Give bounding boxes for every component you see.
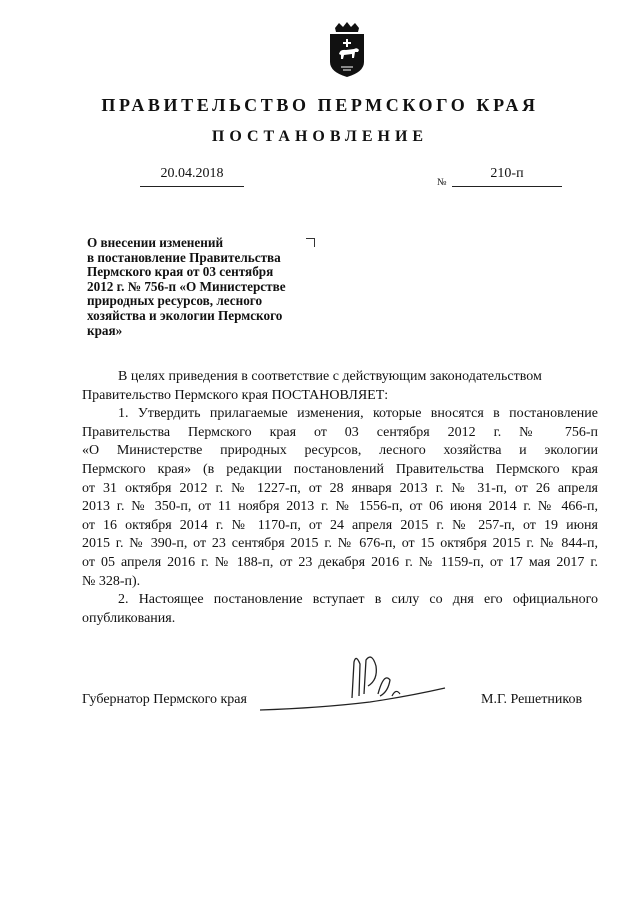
item1-line: от 16 октября 2014 г. № 1170-п, от 24 апреля 2015 г. № 257-п, от 19 июня [82,517,598,533]
item2-line: 2. Настоящее постановление вступает в силу со дня его официального [118,592,598,608]
date-underline [140,186,244,187]
coat-of-arms-icon [327,22,367,78]
document-date: 20.04.2018 [160,166,224,181]
item1-line: Правительства Пермского края от 03 сентября 2012 г. № 756-п [82,424,598,440]
corner-mark [306,238,315,247]
subject-line: Пермского края от 03 сентября [87,264,274,280]
item2-line: опубликования. [82,610,176,626]
subject-line: края» [87,322,123,338]
document-body [82,368,598,628]
document-number: 210-п [490,166,524,181]
item1-line: 1. Утвердить прилагаемые изменения, которые вносятся в постановление [118,406,598,422]
preamble-line: В целях приведения в соответствие с действующим законодательством [118,369,542,384]
document-type: ПОСТАНОВЛЕНИЕ [211,128,429,145]
item1-line: Пермского края» (в редакции постановлений Правительства Пермского края [82,461,598,477]
number-sign: № [437,177,447,188]
subject-line: хозяйства и экологии Пермского [87,307,283,323]
preamble-line: Правительство Пермского края ПОСТАНОВЛЯЕТ: [82,387,389,403]
item1-line: от 31 октября 2012 г. № 1227-п, от 28 января 2013 г. № 31-п, от 26 апреля [82,480,598,496]
item1-line: 2013 г. № 350-п, от 11 ноября 2013 г. № 1556-п, от 06 июня 2014 г. № 466-п, [82,499,598,515]
number-underline [452,186,562,187]
subject-line: природных ресурсов, лесного [87,293,263,309]
item1-line: от 05 апреля 2016 г. № 188-п, от 23 декабря 2016 г. № 1159-п, от 17 мая 2017 г. [82,554,598,570]
signatory-title: Губернатор Пермского края [82,692,247,707]
signatory-name: М.Г. Решетников [481,692,583,707]
subject-block [87,236,317,338]
subject-line: О внесении изменений [87,235,224,250]
subject-line: в постановление Правительства [87,249,281,265]
item1-line: № 328-п). [82,573,141,589]
item1-line: 2015 г. № 390-п, от 23 сентября 2015 г. № 676-п, от 15 октября 2015 г. № 844-п, [82,536,598,552]
government-title: ПРАВИТЕЛЬСТВО ПЕРМСКОГО КРАЯ [101,95,539,115]
item1-line: «О Министерстве природных ресурсов, лесного хозяйства и экологии [82,443,598,459]
handwritten-signature [260,650,460,730]
subject-line: 2012 г. № 756-п «О Министерстве [87,278,286,294]
